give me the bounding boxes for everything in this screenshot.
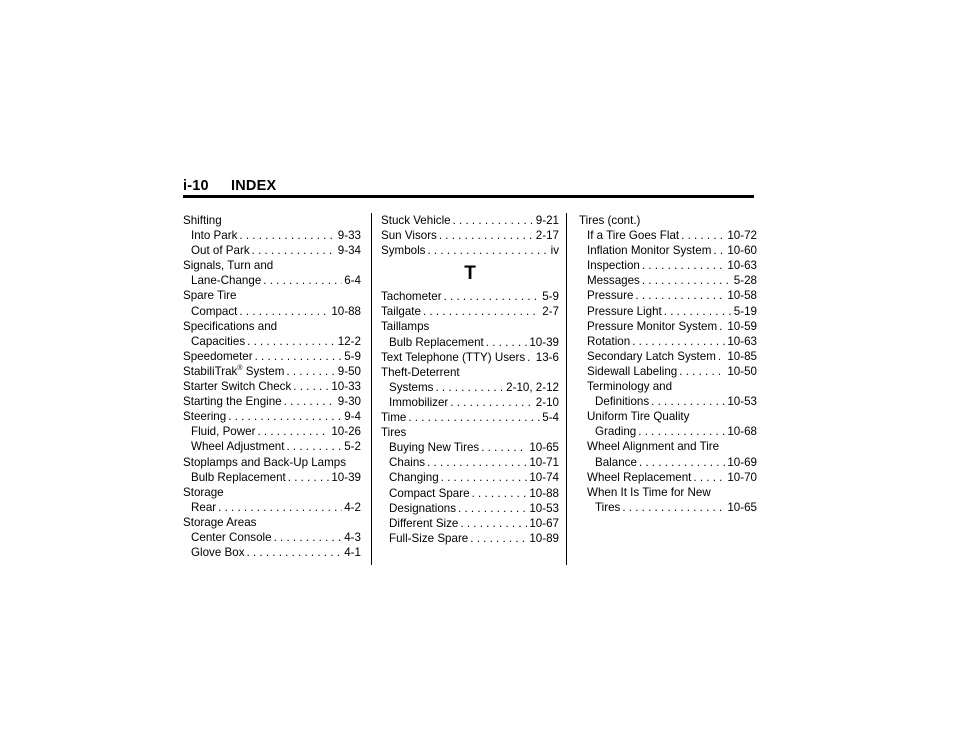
page-reference[interactable]: 10-26 [331, 425, 361, 439]
index-entry-label [381, 289, 442, 304]
index-topic: Specifications and [183, 319, 278, 333]
index-entry[interactable] [579, 349, 757, 364]
dot-leader [481, 440, 527, 455]
page-reference[interactable]: 10-89 [529, 531, 559, 545]
index-topic: Wheel Alignment and Tire [587, 440, 720, 454]
index-entry[interactable] [381, 410, 559, 425]
index-entry[interactable] [183, 439, 361, 454]
index-entry-label [191, 304, 237, 319]
index-entry-text: Inspection [587, 259, 640, 273]
page-reference[interactable]: 5-28 [733, 274, 757, 288]
index-entry-label [389, 380, 433, 395]
page-reference[interactable]: 10-69 [727, 455, 757, 469]
page-reference[interactable]: 10-39 [529, 335, 559, 349]
page-reference[interactable]: 10-33 [331, 380, 361, 394]
page-reference[interactable]: 9-21 [535, 214, 559, 227]
page-reference[interactable]: 10-50 [727, 364, 757, 378]
index-entry-text: Buying New Tires [389, 441, 480, 455]
index-entry-text: If a Tire Goes Flat [587, 229, 680, 243]
dot-leader [247, 545, 343, 560]
index-entry-label [389, 440, 479, 455]
index-entry-text: Messages [587, 274, 640, 288]
index-entry-label [191, 334, 245, 349]
index-entry-text: Full-Size Spare [389, 531, 469, 545]
index-topic: Stoplamps and Back-Up Lamps [183, 455, 347, 469]
dot-leader [257, 424, 329, 439]
index-entry-text: Compact Spare [389, 486, 470, 500]
index-entry-label [595, 455, 637, 470]
index-entry[interactable] [579, 228, 757, 243]
index-entry-label [183, 364, 284, 379]
index-entry-label [191, 228, 237, 243]
index-entry-label [191, 470, 286, 485]
dot-leader [622, 500, 725, 515]
page-reference[interactable]: 9-34 [337, 244, 361, 258]
index-entry-text: Compact [191, 304, 238, 318]
dot-leader [427, 455, 527, 470]
index-topic: Taillamps [381, 320, 430, 334]
index-entry[interactable] [381, 289, 559, 304]
index-topic: Theft-Deterrent [381, 365, 460, 379]
dot-leader [486, 335, 528, 350]
index-entry-text: Changing [389, 471, 439, 485]
index-entry[interactable] [579, 500, 757, 515]
index-entry-text: Bulb Replacement [389, 335, 484, 349]
dot-leader [460, 516, 527, 531]
dot-leader [693, 470, 725, 485]
index-entry-label [389, 531, 468, 546]
dot-leader [718, 349, 725, 364]
index-entry[interactable] [579, 243, 757, 258]
index-entry-text: Chains [389, 456, 426, 470]
index-entry-label [191, 545, 245, 560]
page-reference[interactable]: 10-88 [331, 304, 361, 318]
page-reference[interactable]: 12-2 [337, 334, 361, 348]
index-entry[interactable] [381, 228, 559, 243]
dot-leader [681, 228, 725, 243]
dot-leader [713, 243, 725, 258]
index-entry[interactable] [183, 409, 361, 424]
dot-leader [218, 500, 342, 515]
page-reference[interactable]: 2-17 [535, 229, 559, 243]
index-entry[interactable] [183, 500, 361, 515]
page-reference[interactable]: 10-88 [529, 486, 559, 500]
index-entry-text-suffix: System [242, 364, 285, 378]
index-entry-label [595, 394, 649, 409]
index-entry-text: Balance [595, 455, 637, 469]
index-entry-label [595, 500, 620, 515]
index-entry-label [587, 304, 662, 319]
dot-leader [472, 486, 528, 501]
index-entry[interactable] [183, 349, 361, 364]
index-entry-label [587, 273, 640, 288]
index-entry[interactable] [183, 243, 361, 258]
index-column-2 [381, 213, 559, 546]
index-entry-label [191, 500, 216, 515]
index-entry-text: Out of Park [191, 244, 250, 258]
index-entry-label [191, 243, 250, 258]
index-entry[interactable] [381, 380, 559, 395]
index-entry-text: Starting the Engine [183, 395, 282, 409]
page-reference[interactable]: 5-19 [733, 304, 757, 318]
page-reference[interactable]: 4-1 [344, 546, 361, 560]
index-topic: Uniform Tire Quality [587, 410, 690, 424]
index-entry-label [389, 486, 470, 501]
index-entry[interactable] [381, 516, 559, 531]
index-entry-label [381, 243, 425, 258]
index-entry-label [191, 439, 284, 454]
dot-leader [527, 350, 534, 365]
index-entry-text: Text Telephone (TTY) Users [381, 350, 526, 364]
index-entry-label [587, 228, 679, 243]
index-entry[interactable] [579, 319, 757, 334]
dot-leader [286, 364, 335, 379]
dot-leader [450, 395, 534, 410]
index-entry[interactable] [381, 213, 559, 228]
dot-leader [274, 530, 343, 545]
index-entry-text: Into Park [191, 229, 238, 243]
index-entry[interactable] [381, 501, 559, 516]
dot-leader [632, 334, 725, 349]
index-entry[interactable] [183, 304, 361, 319]
index-topic: Tires [381, 426, 407, 440]
page-reference[interactable]: 10-53 [727, 395, 757, 409]
dot-leader [293, 379, 329, 394]
page-reference[interactable]: 4-3 [344, 530, 361, 544]
index-entry-text: Pressure Monitor System [587, 319, 718, 333]
index-entry-text: Symbols [381, 244, 426, 258]
page-reference[interactable]: 10-59 [727, 319, 757, 333]
index-entry-label [381, 228, 437, 243]
dot-leader [439, 228, 534, 243]
dot-leader [239, 228, 335, 243]
dot-leader [228, 409, 342, 424]
dot-leader [635, 288, 725, 303]
index-entry-label [191, 424, 255, 439]
index-entry[interactable] [381, 470, 559, 485]
dot-leader [639, 455, 725, 470]
index-entry[interactable] [381, 350, 559, 365]
index-entry-label [389, 395, 448, 410]
page-reference[interactable]: 9-50 [337, 364, 361, 378]
index-entry-text: Steering [183, 410, 227, 424]
index-entry-text: Systems [389, 380, 434, 394]
page-reference[interactable]: 10-72 [727, 229, 757, 243]
dot-leader [427, 243, 548, 258]
page-reference[interactable]: 5-9 [344, 349, 361, 363]
index-letter-heading: T [464, 263, 476, 285]
index-topic: Terminology and [587, 380, 673, 394]
index-entry[interactable] [579, 273, 757, 288]
page-reference[interactable]: iv [550, 244, 559, 258]
index-entry[interactable] [381, 335, 559, 350]
dot-leader [423, 304, 540, 319]
dot-leader [642, 258, 725, 273]
page-reference[interactable]: 10-85 [727, 349, 757, 363]
column-divider [371, 213, 372, 565]
index-entry[interactable] [183, 545, 361, 560]
dot-leader [239, 304, 329, 319]
index-entry[interactable] [579, 334, 757, 349]
index-entry-text: Wheel Replacement [587, 470, 692, 484]
dot-leader [263, 273, 342, 288]
index-entry-label [587, 334, 630, 349]
index-entry-label [389, 470, 439, 485]
index-entry-text: Rotation [587, 334, 631, 348]
index-entry-label [587, 470, 691, 485]
header-rule [183, 195, 754, 198]
index-entry-text: Glove Box [191, 546, 245, 560]
dot-leader [252, 243, 336, 258]
index-entry-text: Pressure [587, 289, 634, 303]
index-entry-text: Bulb Replacement [191, 470, 286, 484]
index-entry-text: Secondary Latch System [587, 349, 716, 363]
index-entry[interactable] [183, 394, 361, 409]
index-topic: Signals, Turn and [183, 259, 274, 273]
index-entry[interactable] [183, 334, 361, 349]
index-entry-label [587, 319, 717, 334]
dot-leader [664, 304, 732, 319]
index-entry-label [389, 516, 458, 531]
index-entry-label [183, 409, 226, 424]
dot-leader [642, 273, 732, 288]
page-reference[interactable]: 10-67 [529, 516, 559, 530]
index-entry-text: Inflation Monitor System [587, 244, 712, 258]
index-entry[interactable] [579, 288, 757, 303]
index-entry[interactable] [579, 364, 757, 379]
dot-leader [284, 394, 336, 409]
index-entry-text: Immobilizer [389, 395, 449, 409]
index-entry-text: Wheel Adjustment [191, 440, 285, 454]
index-entry[interactable] [381, 243, 559, 258]
index-entry[interactable] [579, 470, 757, 485]
page-reference[interactable]: 10-60 [727, 244, 757, 258]
index-entry[interactable] [183, 470, 361, 485]
index-topic: When It Is Time for New [587, 485, 711, 499]
page-reference[interactable]: 10-71 [529, 456, 559, 470]
index-entry[interactable] [183, 379, 361, 394]
index-entry[interactable] [183, 530, 361, 545]
index-entry-label [191, 530, 272, 545]
page-reference[interactable]: 10-68 [727, 425, 757, 439]
page-reference[interactable]: 10-63 [727, 334, 757, 348]
index-entry-text: Rear [191, 500, 217, 514]
page-reference[interactable]: 5-9 [542, 290, 559, 304]
index-entry-label [587, 349, 716, 364]
page-reference[interactable]: 10-70 [727, 470, 757, 484]
index-entry-text: Tires [595, 500, 621, 514]
dot-leader [286, 439, 342, 454]
index-entry-label [381, 350, 525, 365]
index-entry[interactable] [183, 273, 361, 288]
index-column-1 [183, 213, 361, 560]
index-entry-label [183, 379, 291, 394]
index-entry[interactable] [381, 531, 559, 546]
index-entry-text: StabiliTrak [183, 364, 238, 378]
dot-leader [638, 424, 725, 439]
dot-leader [470, 531, 527, 546]
dot-leader [458, 501, 527, 516]
index-entry-label [389, 501, 456, 516]
index-entry-text: Starter Switch Check [183, 380, 292, 394]
index-entry-text: Tachometer [381, 290, 442, 304]
index-entry-label [587, 243, 711, 258]
page-reference[interactable]: 5-4 [542, 411, 559, 425]
index-entry-label [595, 424, 636, 439]
index-entry[interactable] [579, 258, 757, 273]
index-topic: Storage Areas [183, 515, 257, 529]
page-reference[interactable]: 13-6 [535, 350, 559, 364]
index-entry-label [191, 273, 261, 288]
index-topic: Storage [183, 485, 224, 499]
registered-mark: ® [237, 364, 243, 372]
page-reference[interactable]: 9-4 [344, 410, 361, 424]
index-entry-label [183, 394, 282, 409]
index-entry-label [381, 213, 451, 228]
index-entry[interactable] [183, 228, 361, 243]
index-entry-label [389, 335, 484, 350]
page-reference[interactable]: 10-53 [529, 501, 559, 515]
page-reference[interactable]: 6-4 [344, 274, 361, 288]
index-entry-text: Sidewall Labeling [587, 364, 678, 378]
page-reference[interactable]: 10-58 [727, 289, 757, 303]
index-entry-text: Speedometer [183, 349, 253, 363]
index-topic: Tires (cont.) [579, 214, 641, 227]
dot-leader [719, 319, 725, 334]
index-entry-text: Sun Visors [381, 229, 437, 243]
index-entry[interactable] [579, 394, 757, 409]
dot-leader [435, 380, 504, 395]
page-reference[interactable]: 10-63 [727, 259, 757, 273]
page-reference[interactable]: 2-7 [542, 305, 559, 319]
dot-leader [408, 410, 540, 425]
dot-leader [651, 394, 725, 409]
index-entry[interactable] [381, 455, 559, 470]
index-entry[interactable] [579, 455, 757, 470]
index-entry[interactable] [381, 304, 559, 319]
dot-leader [247, 334, 336, 349]
page-reference[interactable]: 9-33 [337, 229, 361, 243]
page-reference[interactable]: 4-2 [344, 500, 361, 514]
index-entry-text: Fluid, Power [191, 425, 256, 439]
index-entry-text: Stuck Vehicle [381, 214, 451, 227]
page-reference[interactable]: 5-2 [344, 440, 361, 454]
dot-leader [453, 213, 534, 228]
index-entry-text: Grading [595, 425, 637, 439]
index-topic: Shifting [183, 214, 222, 227]
dot-leader [679, 364, 725, 379]
page-reference[interactable]: 10-65 [727, 500, 757, 514]
index-entry-label [381, 410, 406, 425]
index-entry-text: Designations [389, 501, 457, 515]
page-title: INDEX [231, 178, 277, 194]
index-entry-text: Tailgate [381, 305, 421, 319]
index-entry-label [389, 455, 425, 470]
page-number: i-10 [183, 178, 209, 194]
index-entry-text: Different Size [389, 516, 459, 530]
index-column-3 [579, 213, 757, 515]
dot-leader [255, 349, 343, 364]
index-entry-label [587, 288, 633, 303]
page-reference[interactable]: 10-65 [529, 441, 559, 455]
index-entry-text: Center Console [191, 530, 272, 544]
page-reference[interactable]: 2-10 [535, 395, 559, 409]
index-entry[interactable] [381, 440, 559, 455]
page-reference[interactable]: 2-10, 2-12 [506, 380, 559, 394]
index-entry-label [587, 258, 640, 273]
index-entry[interactable] [381, 395, 559, 410]
index-entry[interactable] [579, 304, 757, 319]
column-divider [566, 213, 567, 565]
index-topic: Spare Tire [183, 289, 237, 303]
index-entry[interactable] [183, 364, 361, 379]
index-entry-label [183, 349, 253, 364]
index-entry-text: Definitions [595, 395, 650, 409]
index-entry-text: Pressure Light [587, 304, 662, 318]
page-reference[interactable]: 9-30 [337, 395, 361, 409]
index-entry[interactable] [183, 424, 361, 439]
index-entry-label [587, 364, 677, 379]
dot-leader [444, 289, 541, 304]
page-reference[interactable]: 10-39 [331, 470, 361, 484]
index-entry-label [381, 304, 421, 319]
index-entry[interactable] [381, 486, 559, 501]
index-entry-text: Capacities [191, 334, 246, 348]
index-entry-text: Time [381, 411, 407, 425]
dot-leader [288, 470, 330, 485]
index-entry-text: Lane-Change [191, 274, 262, 288]
dot-leader [441, 470, 528, 485]
index-entry[interactable] [579, 424, 757, 439]
page-reference[interactable]: 10-74 [529, 471, 559, 485]
